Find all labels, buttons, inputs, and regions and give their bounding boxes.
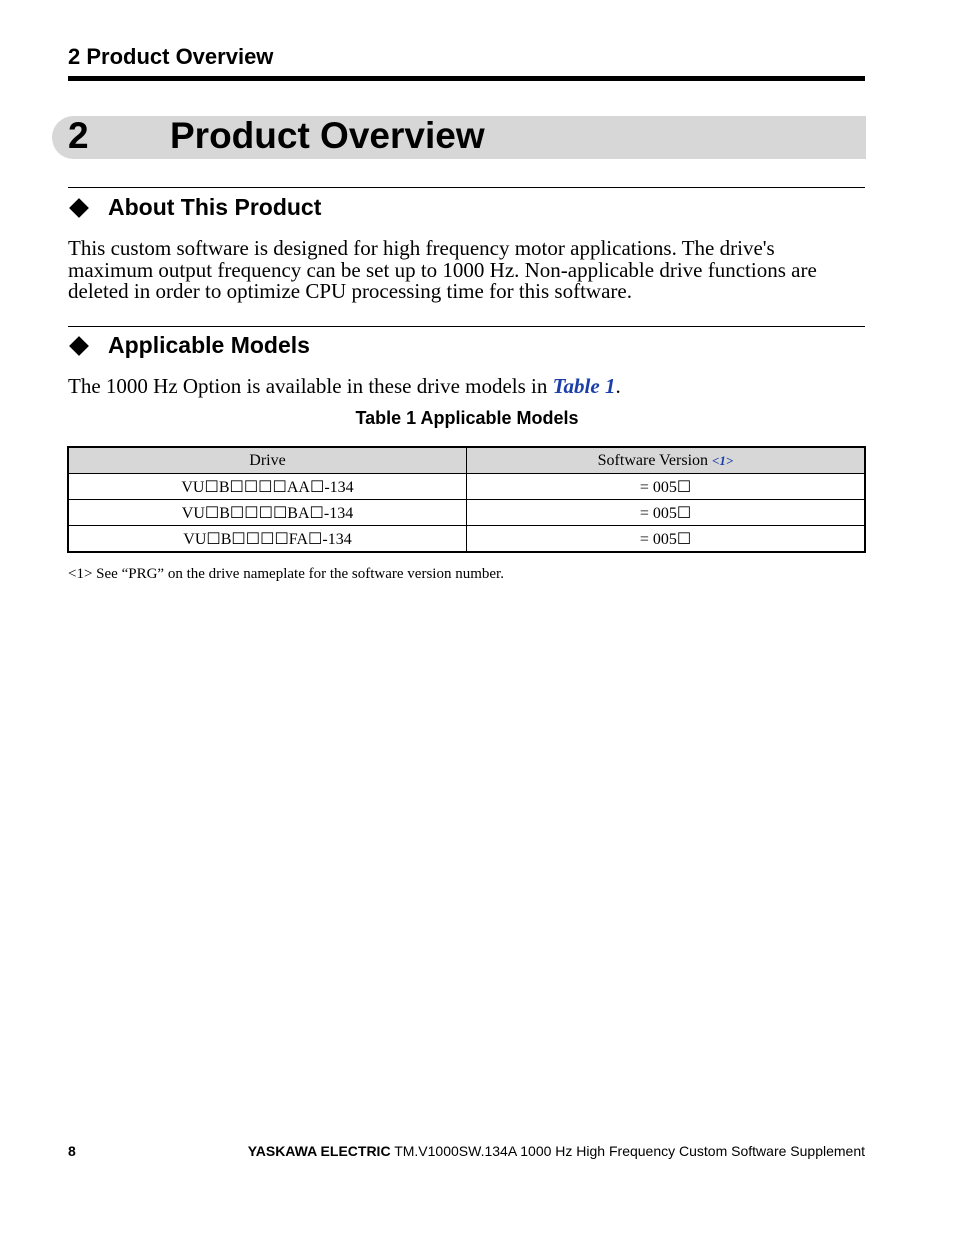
about-line-1: This custom software is designed for high frequency motor applications. The drive's — [68, 236, 775, 260]
header-rule — [68, 76, 865, 81]
header-software-version — [467, 447, 866, 474]
page-number: 8 — [68, 1143, 76, 1159]
cell-version: = 005☐ — [467, 526, 866, 553]
about-paragraph — [68, 238, 868, 303]
diamond-bullet-icon — [69, 336, 89, 356]
section-rule-about — [68, 187, 865, 188]
about-line-2: maximum output frequency can be set up to 1000 Hz. Non-applicable drive functions are — [68, 257, 817, 282]
models-intro-text: The 1000 Hz Option is available in these drive models in — [68, 374, 553, 398]
table-caption: Table 1 Applicable Models — [355, 408, 579, 428]
section-heading-models — [68, 332, 310, 359]
table-row — [68, 474, 865, 500]
running-header: 2 Product Overview — [68, 44, 274, 69]
table-row — [68, 500, 865, 526]
chapter-number: 2 — [68, 115, 89, 156]
footer-doc: TM.V1000SW.134A 1000 Hz High Frequency Custom Software Supplement — [390, 1143, 865, 1159]
footer-document-title — [248, 1143, 865, 1159]
models-intro — [68, 376, 868, 398]
chapter-title: Product Overview — [170, 115, 485, 156]
header-software-version-label: Software Version — [597, 451, 713, 469]
table-footnote: <1> See “PRG” on the drive nameplate for the software version number. — [68, 566, 504, 582]
table-header-row — [68, 447, 865, 474]
section-rule-models — [68, 326, 865, 327]
footer-company: YASKAWA ELECTRIC — [247, 1143, 391, 1159]
cell-version: = 005☐ — [467, 474, 866, 500]
applicable-models-table — [67, 446, 866, 553]
section-title-models: Applicable Models — [108, 332, 310, 358]
table-row — [68, 526, 865, 553]
table-1-link[interactable]: Table 1 — [552, 374, 616, 398]
cell-drive: VU☐B☐☐☐☐FA☐-134 — [68, 526, 467, 553]
footnote-ref-link[interactable]: <1> — [712, 452, 734, 468]
about-line-3: deleted in order to optimize CPU processing time for this software. — [68, 279, 632, 303]
section-title-about: About This Product — [108, 194, 322, 220]
header-drive: Drive — [68, 447, 467, 474]
section-heading-about — [68, 194, 321, 221]
diamond-bullet-icon — [69, 198, 89, 218]
cell-drive: VU☐B☐☐☐☐AA☐-134 — [68, 474, 467, 500]
cell-version: = 005☐ — [467, 500, 866, 526]
cell-drive: VU☐B☐☐☐☐BA☐-134 — [68, 500, 467, 526]
models-intro-end: . — [615, 374, 621, 398]
